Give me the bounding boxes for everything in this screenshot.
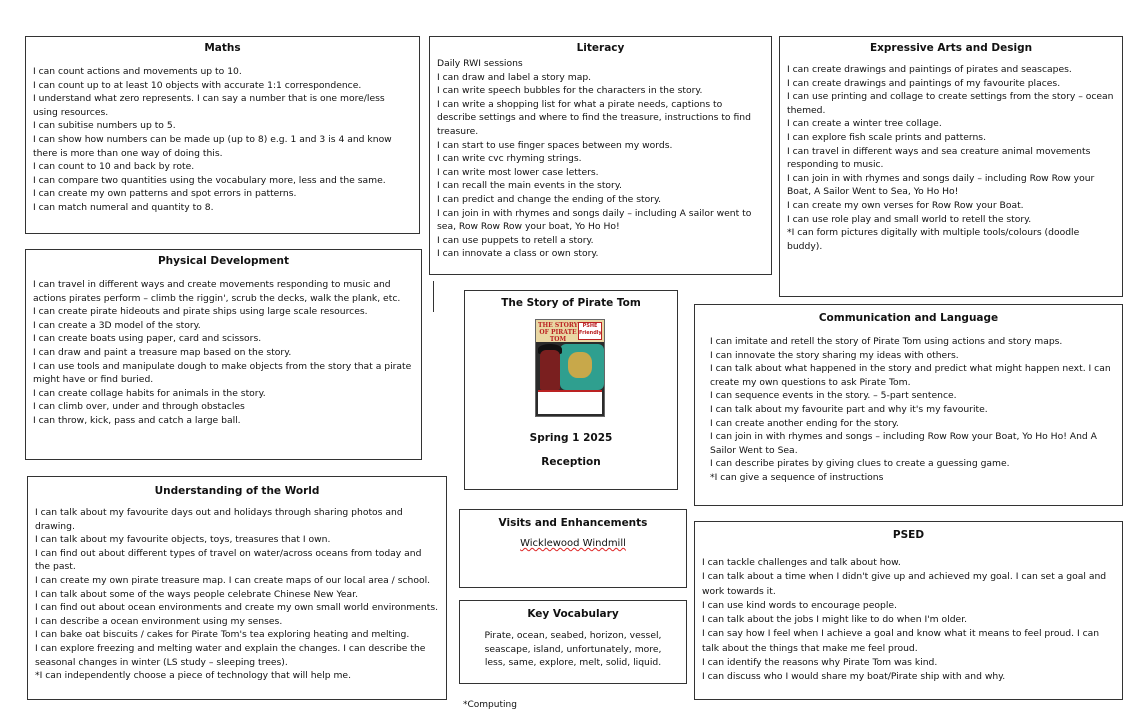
term-label: Spring 1 2025 <box>529 432 613 444</box>
visit-name: Wicklewood Windmill <box>520 538 626 549</box>
expressive-arts-title: Expressive Arts and Design <box>869 42 1033 54</box>
cover-badge: PSHE Friendly <box>578 322 602 340</box>
literacy-panel <box>429 36 772 275</box>
physical-line: I can draw and paint a treasure map based on the story. <box>33 346 292 358</box>
expressive-line: I can explore fish scale prints and patterns. <box>787 131 987 143</box>
communication-line: I can talk about what happened in the story and predict what might happen next. I can create my own questions to ask Pirate Tom. <box>710 363 1111 388</box>
communication-title: Communication and Language <box>818 312 999 324</box>
cover-island <box>568 352 592 378</box>
maths-line: I can match numeral and quantity to 8. <box>33 201 214 213</box>
world-line: *I can independently choose a piece of technology that will help me. <box>35 670 352 682</box>
expressive-arts-list <box>787 63 1115 253</box>
key-vocabulary-text: Pirate, ocean, seabed, horizon, vessel, seascape, island, unfortunately, more, less, same, explore, melt, solid, liquid. <box>484 630 662 669</box>
literacy-line: I can use puppets to retell a story. <box>437 234 594 246</box>
world-line: I can bake oat biscuits / cakes for Pirate Tom's tea exploring heating and melting. <box>35 629 410 641</box>
visits-text <box>467 537 679 551</box>
psed-panel <box>694 521 1123 700</box>
maths-line: I can create my own patterns and spot errors in patterns. <box>33 188 297 200</box>
maths-title: Maths <box>204 42 241 54</box>
maths-list <box>33 65 412 215</box>
understanding-world-list <box>35 506 439 683</box>
expressive-line: *I can form pictures digitally with multiple tools/colours (doodle buddy). <box>787 227 1080 252</box>
psed-line: I can talk about a time when I didn't give up and achieved my goal. I can set a goal and work towards it. <box>702 571 1107 597</box>
physical-line: I can create boats using paper, card and scissors. <box>33 333 262 345</box>
world-line: I can explore freezing and melting water and explain the changes. I can describe the seasonal changes in winter (LS study – sleeping trees). <box>35 642 426 668</box>
communication-line: *I can give a sequence of instructions <box>710 471 884 483</box>
world-line: I can create my own pirate treasure map. I can create maps of our local area / school. <box>35 574 431 586</box>
literacy-line: I can write most lower case letters. <box>437 166 599 178</box>
physical-line: I can throw, kick, pass and catch a large ball. <box>33 414 241 426</box>
understanding-world-panel <box>27 476 447 700</box>
divider-line <box>433 281 434 312</box>
expressive-line: I can create drawings and paintings of pirates and seascapes. <box>787 64 1072 75</box>
world-line: I can find out about different types of travel on water/across oceans from today and the past. <box>35 547 422 573</box>
world-line: I can talk about my favourite objects, toys, treasures that I own. <box>35 534 331 546</box>
communication-line: I can sequence events in the story. – 5-part sentence. <box>710 390 957 402</box>
literacy-list <box>437 57 764 261</box>
expressive-line: I can use role play and small world to retell the story. <box>787 213 1032 225</box>
story-title: The Story of Pirate Tom <box>501 297 641 309</box>
expressive-line: I can use printing and collage to create settings from the story – ocean themed. <box>787 91 1114 116</box>
expressive-line: I can create a winter tree collage. <box>787 118 942 130</box>
world-line: I can talk about some of the ways people celebrate Chinese New Year. <box>35 588 358 600</box>
physical-line: I can create collage habits for animals in the story. <box>33 387 266 399</box>
expressive-line: I can create my own verses for Row Row your Boat. <box>787 199 1024 211</box>
literacy-line: I can recall the main events in the story. <box>437 180 622 192</box>
world-line: I can find out about ocean environments and create my own small world environments. <box>35 602 439 614</box>
communication-line: I can innovate the story sharing my ideas with others. <box>710 349 959 361</box>
literacy-line: I can predict and change the ending of the story. <box>437 193 662 205</box>
maths-line: I can count up to at least 10 objects with accurate 1:1 correspondence. <box>33 79 362 91</box>
expressive-line: I can join in with rhymes and songs daily – including Row Row your Boat, A Sailor Went to Sea, Yo Ho Ho! <box>787 172 1095 198</box>
psed-title: PSED <box>892 529 925 541</box>
maths-line: I can count to 10 and back by rote. <box>33 161 195 173</box>
expressive-line: I can travel in different ways and sea creature animal movements responding to music. <box>787 145 1091 171</box>
cover-pirate <box>540 350 560 390</box>
literacy-title: Literacy <box>576 42 625 54</box>
visits-panel <box>459 509 687 588</box>
physical-line: I can create pirate hideouts and pirate ships using large scale resources. <box>33 306 368 318</box>
cover-title: THE STORY OF PIRATE TOM <box>538 322 578 343</box>
maths-panel <box>25 36 420 234</box>
literacy-line: I can innovate a class or own story. <box>437 248 599 260</box>
psed-line: I can say how I feel when I achieve a goal and know what it means to feel proud. I can talk about the things that make me feel proud. <box>702 628 1100 654</box>
maths-line: I understand what zero represents. I can say a number that is one more/less using resources. <box>33 93 385 118</box>
psed-list <box>702 556 1115 685</box>
physical-line: I can travel in different ways and create movements responding to music and actions pirates perform – climb the riggin', scrub the decks, walk the plank, etc. <box>33 279 401 304</box>
communication-list <box>702 335 1115 485</box>
physical-development-title: Physical Development <box>157 255 290 267</box>
physical-development-panel <box>25 249 422 460</box>
understanding-world-title: Understanding of the World <box>154 485 320 497</box>
physical-line: I can climb over, under and through obstacles <box>33 401 245 413</box>
communication-panel <box>694 304 1123 506</box>
literacy-line: I can write speech bubbles for the characters in the story. <box>437 85 703 97</box>
key-vocabulary-title: Key Vocabulary <box>527 608 619 620</box>
literacy-line: Daily RWI sessions <box>437 58 523 69</box>
world-line: I can describe a ocean environment using my senses. <box>35 615 283 627</box>
key-vocabulary-panel <box>459 600 687 684</box>
psed-line: I can discuss who I would share my boat/Pirate ship with and why. <box>702 671 1006 683</box>
world-line: I can talk about my favourite days out and holidays through sharing photos and drawing. <box>35 507 403 532</box>
communication-line: I can imitate and retell the story of Pirate Tom using actions and story maps. <box>710 336 1063 347</box>
expressive-line: I can create drawings and paintings of my favourite places. <box>787 77 1061 89</box>
communication-line: I can join in with rhymes and songs – including Row Row your Boat, Yo Ho Ho! And A Sailor Went to Sea. <box>710 431 1097 456</box>
psed-line: I can talk about the jobs I might like to do when I'm older. <box>702 614 968 626</box>
cover-blurb <box>538 390 602 414</box>
book-cover-image <box>535 319 605 417</box>
communication-line: I can talk about my favourite part and why it's my favourite. <box>710 403 988 415</box>
computing-footnote: *Computing <box>463 700 517 710</box>
psed-line: I can use kind words to encourage people. <box>702 599 897 611</box>
maths-line: I can show how numbers can be made up (up to 8) e.g. 1 and 3 is 4 and know there is more than one way of doing this. <box>33 133 392 159</box>
literacy-line: I can write a shopping list for what a pirate needs, captions to describe settings and where to find the treasure, instructions to find treasure. <box>437 98 751 137</box>
year-group-label: Reception <box>541 456 601 468</box>
expressive-arts-panel <box>779 36 1123 297</box>
psed-line: I can identify the reasons why Pirate Tom was kind. <box>702 657 938 669</box>
psed-line: I can tackle challenges and talk about how. <box>702 557 901 568</box>
visits-title: Visits and Enhancements <box>498 517 648 529</box>
literacy-line: I can draw and label a story map. <box>437 71 592 83</box>
literacy-line: I can write cvc rhyming strings. <box>437 153 582 165</box>
physical-line: I can create a 3D model of the story. <box>33 319 201 331</box>
literacy-line: I can start to use finger spaces between my words. <box>437 139 673 151</box>
physical-development-list <box>33 278 414 428</box>
literacy-line: I can join in with rhymes and songs daily – including A sailor went to sea, Row Row Row your boat, Yo Ho Ho! <box>437 207 752 233</box>
maths-line: I can subitise numbers up to 5. <box>33 120 176 132</box>
physical-line: I can use tools and manipulate dough to make objects from the story that a pirate might have or find buried. <box>33 360 412 386</box>
maths-line: I can count actions and movements up to 10. <box>33 66 242 77</box>
communication-line: I can create another ending for the story. <box>710 417 899 429</box>
communication-line: I can describe pirates by giving clues to create a guessing game. <box>710 458 1010 470</box>
maths-line: I can compare two quantities using the vocabulary more, less and the same. <box>33 174 386 186</box>
